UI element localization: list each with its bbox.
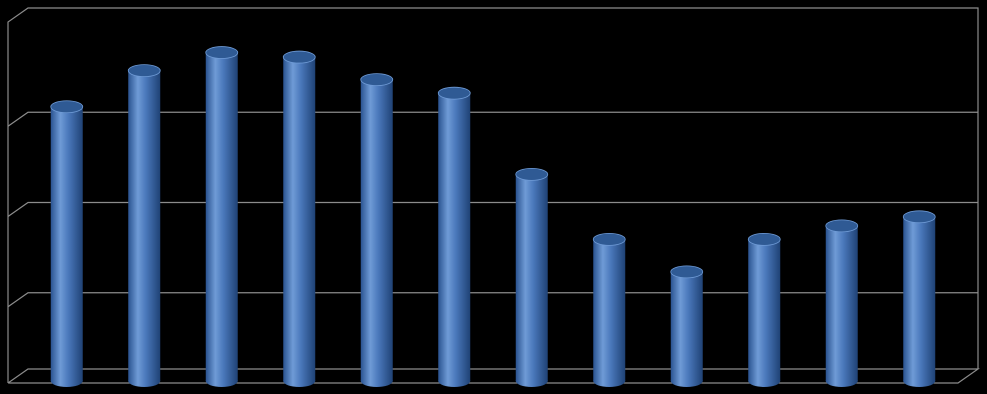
bar-cap (826, 220, 858, 232)
bar (206, 47, 238, 387)
bar-cap (593, 233, 625, 245)
bar-body (361, 80, 393, 381)
bar-base (593, 375, 625, 387)
bar-cap (516, 168, 548, 180)
bar-body (903, 217, 935, 381)
bar-base (206, 375, 238, 387)
bar-body (516, 174, 548, 381)
bar-base (826, 375, 858, 387)
bar-base (283, 375, 315, 387)
bar-cap (903, 211, 935, 223)
bar (361, 74, 393, 387)
bar (516, 168, 548, 387)
bar-cap (671, 266, 703, 278)
bar-base (903, 375, 935, 387)
bar-body (283, 57, 315, 381)
bar-body (438, 93, 470, 381)
bar-base (516, 375, 548, 387)
bar-cap (438, 87, 470, 99)
bar-body (128, 71, 160, 381)
bar-base (51, 375, 83, 387)
bar-cap (361, 74, 393, 86)
bar (593, 233, 625, 387)
bar (438, 87, 470, 387)
bar-base (748, 375, 780, 387)
bar-body (593, 239, 625, 381)
bar-body (206, 53, 238, 381)
bar-body (51, 107, 83, 381)
bar-body (826, 226, 858, 381)
bar-series (51, 47, 936, 387)
bar-base (671, 375, 703, 387)
bar-cap (748, 233, 780, 245)
bar-cap (283, 51, 315, 63)
bar-base (361, 375, 393, 387)
bar-base (128, 375, 160, 387)
bar (903, 211, 935, 387)
bar (826, 220, 858, 387)
bar-cap (51, 101, 83, 113)
bar (283, 51, 315, 387)
bar (51, 101, 83, 387)
bar-cap (128, 65, 160, 77)
bar (671, 266, 703, 387)
bar-base (438, 375, 470, 387)
bar-cap (206, 47, 238, 59)
bar-body (671, 272, 703, 381)
bar (748, 233, 780, 387)
bar (128, 65, 160, 387)
bar-body (748, 239, 780, 381)
